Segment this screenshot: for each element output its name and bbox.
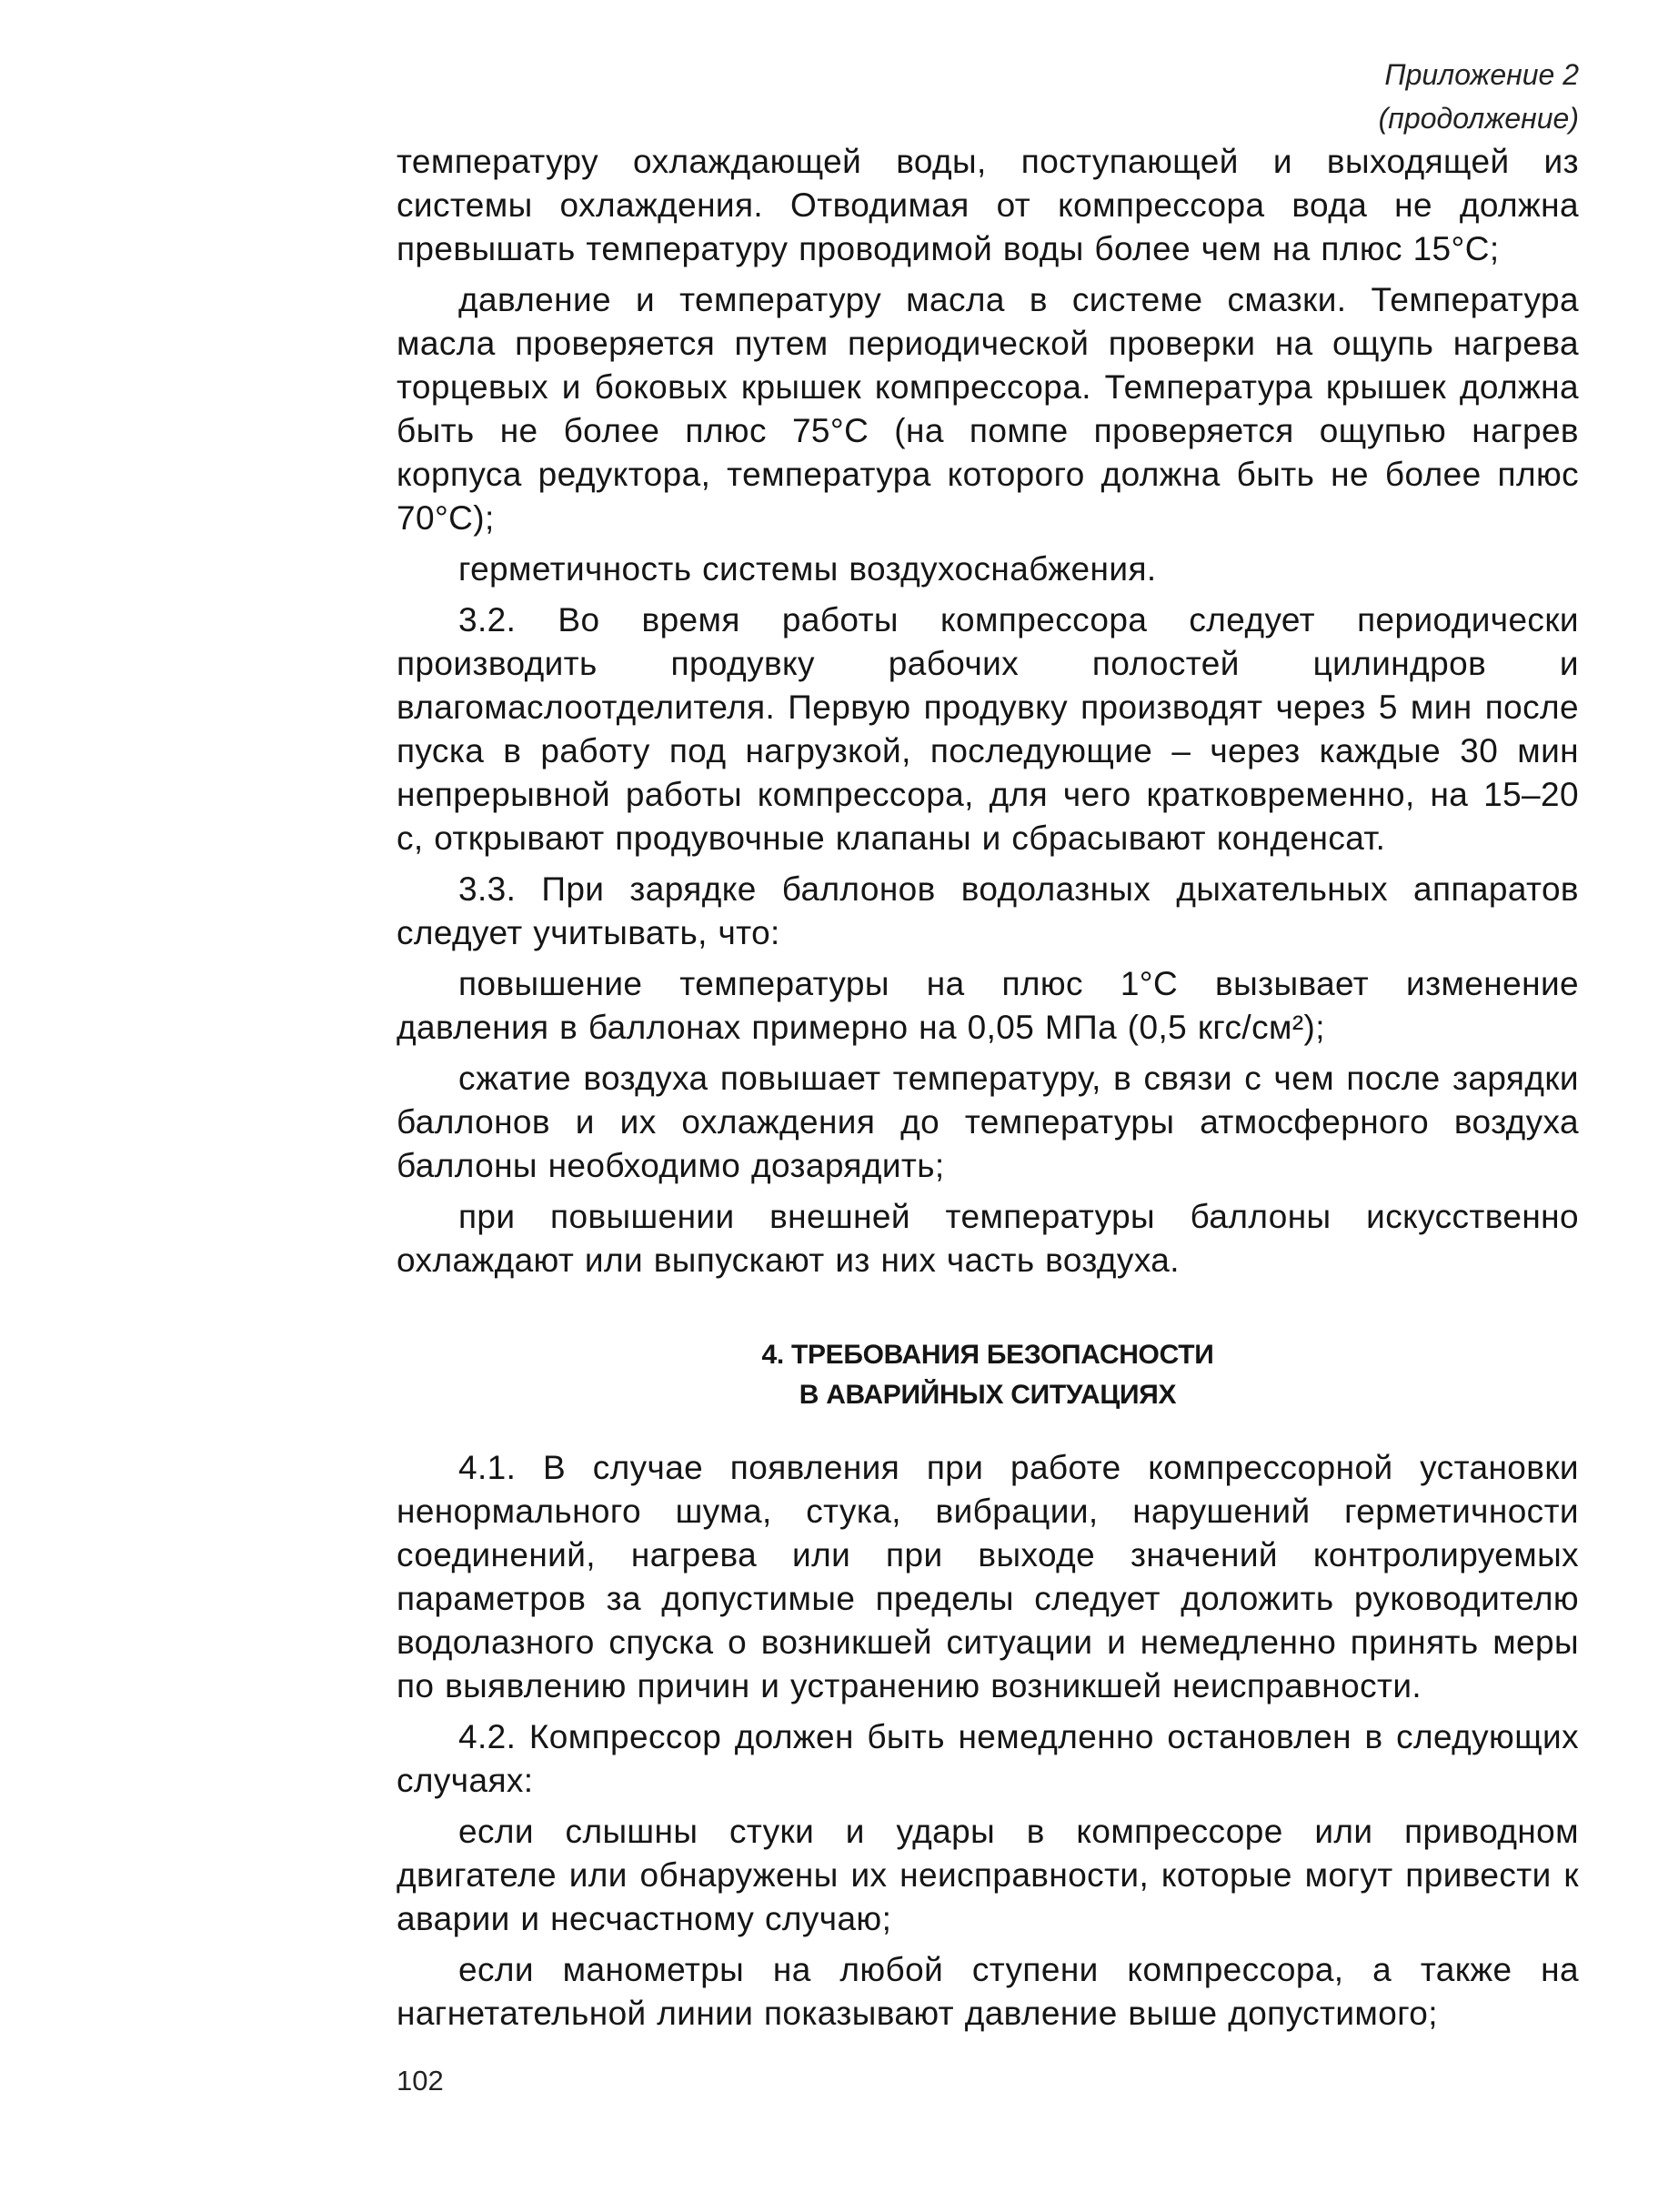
paragraph-knocks-impacts: если слышны стуки и удары в компрессоре или приводном двигателе или обнаружены их неисправности, которые могут привести к аварии и несчастному случаю; [397, 1813, 1579, 1937]
page-number: 102 [397, 2065, 444, 2096]
section-heading-line1: 4. ТРЕБОВАНИЯ БЕЗОПАСНОСТИ [761, 1340, 1214, 1370]
paragraph-air-supply-tightness: герметичность системы воздухоснабжения. [458, 550, 1157, 588]
paragraph-3-3-cylinder-charging: 3.3. При зарядке баллонов водолазных дыхательных аппаратов следует учитывать, что: [397, 870, 1579, 951]
running-head-appendix: Приложение 2 [1384, 58, 1579, 91]
section-heading-line2: В АВАРИЙНЫХ СИТУАЦИЯХ [799, 1380, 1177, 1410]
paragraph-4-2-stop-cases: 4.2. Компрессор должен быть немедленно остановлен в следующих случаях: [397, 1718, 1579, 1799]
paragraph-manometers: если манометры на любой ступени компрессора, а также на нагнетательной линии показывают давление выше допустимого; [397, 1951, 1579, 2032]
running-head [397, 53, 1579, 140]
paragraph-oil-pressure: давление и температуру масла в системе смазки. Температура масла проверяется путем периодической проверки на ощупь нагрева торцевых и боковых крышек компрессора. Температура крышек должна быть не более плюс 75°С (на помпе проверяется ощупью нагрев корпуса редуктора, температура которого должна быть не более плюс 70°С); [397, 281, 1579, 537]
running-head-continuation: (продолжение) [1378, 102, 1579, 135]
section-heading [397, 1335, 1579, 1415]
paragraph-cooling-water: температуру охлаждающей воды, поступающей и выходящей из системы охлаждения. Отводимая от компрессора вода не должна превышать температуру проводимой воды более чем на плюс 15°С; [397, 143, 1579, 267]
paragraph-3-2-purging: 3.2. Во время работы компрессора следует периодически производить продувку рабочих полостей цилиндров и влагомаслоотделителя. Первую продувку производят через 5 мин после пуска в работу под нагрузкой, последующие – через каждые 30 мин непрерывной работы компрессора, для чего кратковременно, на 15–20 с, открывают продувочные клапаны и сбрасывают конденсат. [397, 601, 1579, 857]
paragraph-4-1-malfunction: 4.1. В случае появления при работе компрессорной установки ненормального шума, стука, вибрации, нарушений герметичности соединений, нагрева или при выходе значений контролируемых параметров за допустимые пределы следует доложить руководителю водолазного спуска о возникшей ситуации и немедленно принять меры по выявлению причин и устранению возникшей неисправности. [397, 1449, 1579, 1704]
paragraph-temperature-rise: повышение температуры на плюс 1°С вызывает изменение давления в баллонах примерно на 0,05 МПа (0,5 кгс/см²); [397, 965, 1579, 1046]
paragraph-external-temperature: при повышении внешней температуры баллоны искусственно охлаждают или выпускают из них часть воздуха. [397, 1198, 1579, 1279]
document-page [397, 53, 1579, 2036]
paragraph-air-compression: сжатие воздуха повышает температуру, в связи с чем после зарядки баллонов и их охлаждения до температуры атмосферного воздуха баллоны необходимо дозарядить; [397, 1060, 1579, 1184]
